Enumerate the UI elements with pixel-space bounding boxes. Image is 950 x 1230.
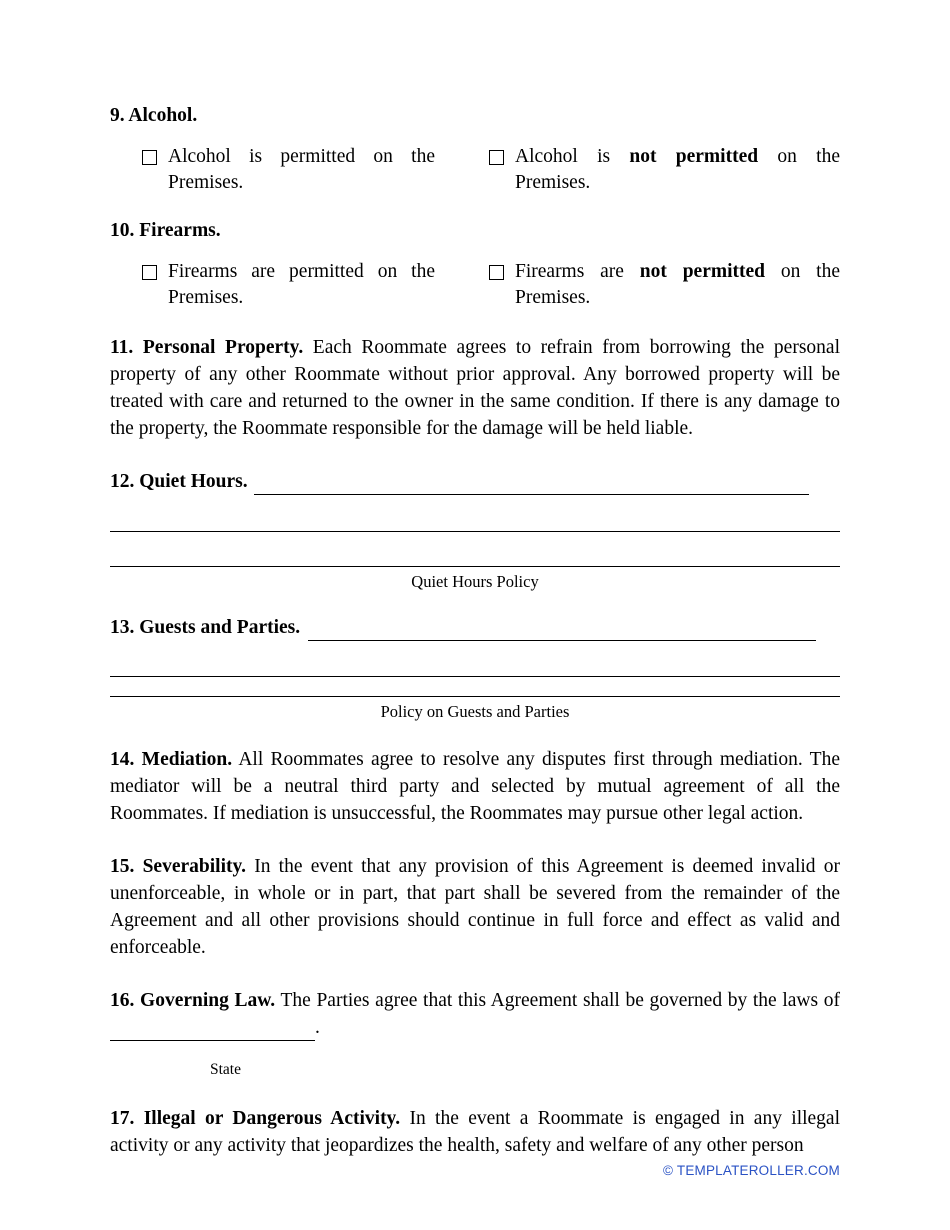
section-guests-parties bbox=[110, 614, 840, 722]
section-text-personal-property: Each Roommate agrees to refrain from borrowing the personal property of any other Roommate without prior approval. Any borrowed property will be treated with care and returned to the owner in the same condition. If there is any damage to the property, the Roommate responsible for the damage will be held liable. bbox=[110, 337, 840, 439]
section-text-severability: In the event that any provision of this Agreement is deemed invalid or unenforceable, in whole or in part, that part shall be severed from the remainder of the Agreement and all other provisions should continue in full force and effect as valid and enforceable. bbox=[110, 856, 840, 958]
text-pre: Alcohol is bbox=[515, 146, 630, 167]
section-text-mediation: All Roommates agree to resolve any disputes first through mediation. The mediator will be a neutral third party and selected by mutual agreement of all the Roommates. If mediation is unsuccessful, the Roommates may pursue other legal action. bbox=[110, 749, 840, 824]
section-label-governing-law: 16. Governing Law. bbox=[110, 990, 276, 1011]
text-pre: Firearms are bbox=[515, 261, 640, 282]
text-bold: not permitted bbox=[629, 146, 759, 167]
section-heading-alcohol: 9. Alcohol. bbox=[110, 105, 198, 126]
guests-parties-input-3[interactable] bbox=[110, 696, 840, 697]
firearms-option-permitted-label: Firearms are permitted on the Premises. bbox=[168, 261, 435, 308]
checkbox-icon[interactable] bbox=[489, 265, 504, 280]
section-personal-property bbox=[110, 334, 840, 442]
alcohol-option-permitted-label: Alcohol is permitted on the Premises. bbox=[168, 146, 435, 193]
state-caption: State bbox=[210, 1060, 241, 1078]
section-label-personal-property: 11. Personal Property. bbox=[110, 337, 304, 358]
section-label-quiet-hours: 12. Quiet Hours. bbox=[110, 471, 248, 492]
governing-law-period: . bbox=[315, 1017, 320, 1038]
text-post: on the Premises. bbox=[515, 146, 840, 193]
guests-parties-input-2[interactable] bbox=[110, 676, 840, 677]
quiet-hours-first-line bbox=[110, 468, 840, 495]
guests-parties-caption: Policy on Guests and Parties bbox=[380, 702, 570, 721]
checkbox-icon[interactable] bbox=[142, 150, 157, 165]
section-mediation bbox=[110, 746, 840, 827]
firearms-option-not-permitted-label bbox=[515, 259, 840, 311]
section-label-guests-parties: 13. Guests and Parties. bbox=[110, 617, 301, 638]
quiet-hours-input-3[interactable] bbox=[110, 566, 840, 567]
section-label-mediation: 14. Mediation. bbox=[110, 749, 233, 770]
section-governing-law bbox=[110, 987, 840, 1079]
section-heading-firearms: 10. Firearms. bbox=[110, 220, 221, 241]
guests-parties-first-line bbox=[110, 614, 840, 641]
governing-law-text bbox=[110, 987, 840, 1041]
text-post: on the Premises. bbox=[515, 261, 840, 308]
section-quiet-hours bbox=[110, 468, 840, 592]
section-text-illegal-activity: In the event a Roommate is engaged in any illegal activity or any activity that jeopardizes the health, safety and welfare of any other person bbox=[110, 1107, 841, 1156]
section-label-illegal-activity: 17. Illegal or Dangerous Activity. bbox=[110, 1107, 401, 1129]
section-firearms bbox=[110, 220, 840, 311]
checkbox-icon[interactable] bbox=[142, 265, 157, 280]
alcohol-option-permitted[interactable] bbox=[110, 144, 475, 196]
checkbox-icon[interactable] bbox=[489, 150, 504, 165]
section-illegal-activity bbox=[110, 1105, 840, 1159]
firearms-option-not-permitted[interactable] bbox=[475, 259, 840, 311]
quiet-hours-input-1[interactable] bbox=[254, 477, 809, 495]
state-input[interactable] bbox=[110, 1023, 315, 1041]
footer-watermark[interactable]: © TEMPLATEROLLER.COM bbox=[663, 1163, 840, 1178]
section-text-governing-law: The Parties agree that this Agreement shall be governed by the laws of bbox=[275, 990, 840, 1011]
section-label-severability: 15. Severability. bbox=[110, 856, 247, 877]
section-severability bbox=[110, 853, 840, 961]
alcohol-option-not-permitted[interactable] bbox=[475, 144, 840, 196]
quiet-hours-input-2[interactable] bbox=[110, 531, 840, 532]
alcohol-option-not-permitted-label bbox=[515, 144, 840, 196]
firearms-option-permitted[interactable] bbox=[110, 259, 475, 311]
quiet-hours-caption: Quiet Hours Policy bbox=[411, 572, 539, 591]
guests-parties-input-1[interactable] bbox=[308, 623, 816, 641]
section-alcohol bbox=[110, 105, 840, 196]
alcohol-options bbox=[110, 144, 840, 196]
firearms-options bbox=[110, 259, 840, 311]
text-bold: not permitted bbox=[639, 261, 766, 282]
